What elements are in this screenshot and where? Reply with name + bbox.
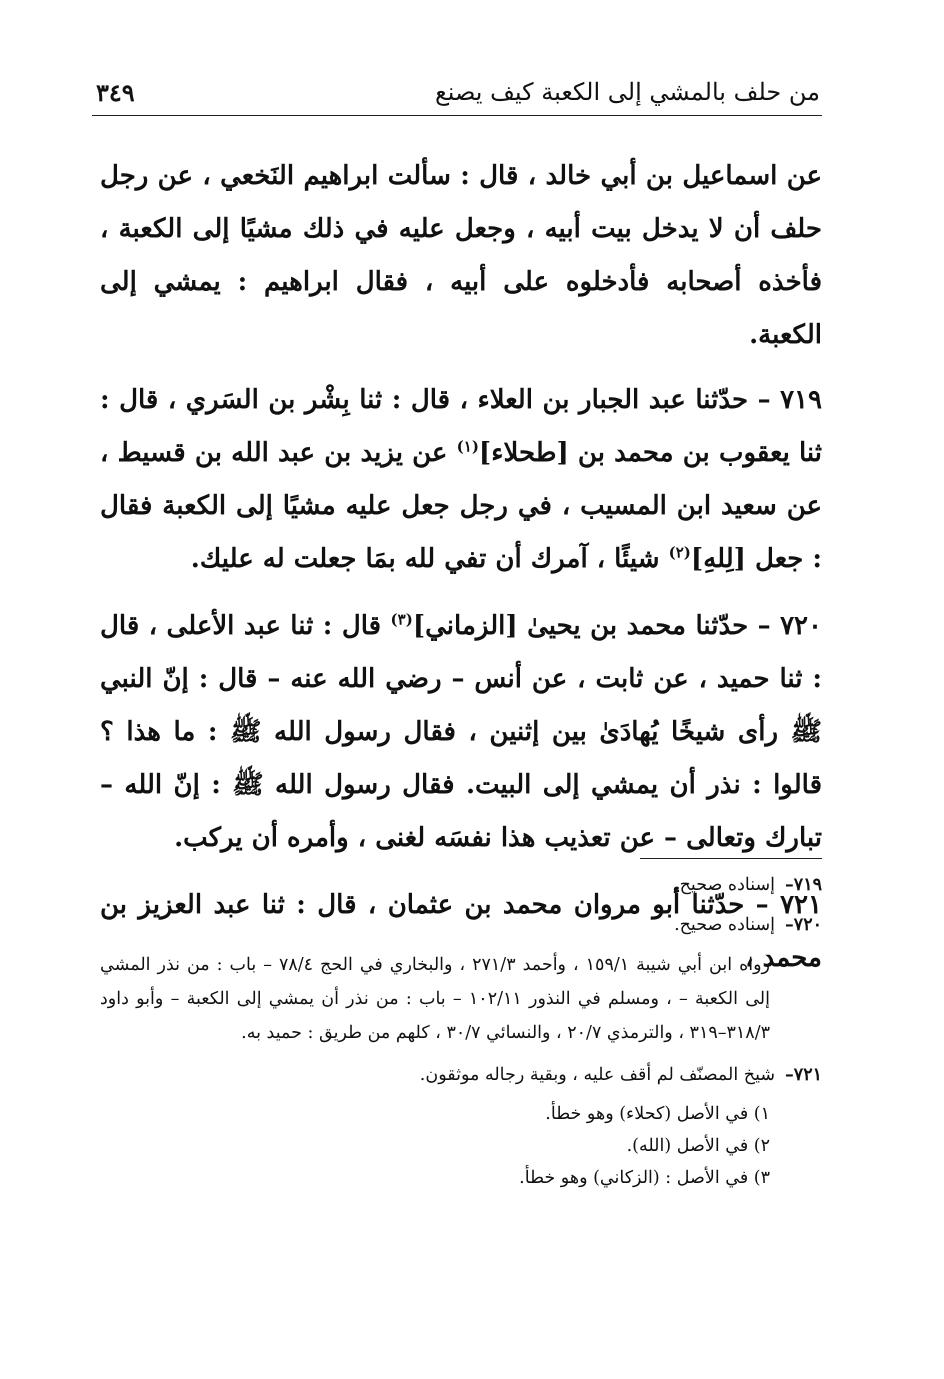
running-title: من حلف بالمشي إلى الكعبة كيف يصنع: [434, 78, 820, 106]
paragraph-720: [100, 600, 822, 865]
editorial-notes: [100, 1098, 822, 1194]
footnote-720-body: رواه ابن أبي شيبة ١٥٩/١ ، وأحمد ٢٧١/٣ ، والبخاري في الحج ٧٨/٤ – باب : من نذر المشي إلى الكعبة – ، ومسلم في النذور ١٠٢/١١ – باب : من نذر أن يمشي إلى الكعبة – وأبو داود ٣١٨/٣–٣١٩ ، والترمذي ٢٠/٧ ، والنسائي ٣٠/٧ ، كلهم من طريق : حميد به.: [100, 955, 770, 1043]
paragraph-intro: عن اسماعيل بن أبي خالد ، قال : سألت ابراهيم النَخعي ، عن رجل حلف أن لا يدخل بيت أبيه ، وجعل عليه في ذلك مشيًا إلى الكعبة ، فأخذه أصحابه فأدخلوه على أبيه ، فقال ابراهيم : يمشي إلى الكعبة.: [100, 161, 822, 350]
footnote-rule: [640, 858, 822, 859]
footnotes: [100, 868, 822, 1194]
paragraph-719: [100, 374, 822, 586]
footnote-ref-3: (٣): [390, 610, 413, 629]
editorial-note-1: ١) في الأصل (كحلاء) وهو خطأ.: [545, 1104, 770, 1124]
paragraph-719-part3: شيئًا ، آمرك أن تفي لله بمَا جعلت له عليك.: [190, 544, 669, 574]
footnote-721: [100, 1058, 822, 1092]
editorial-note-2: ٢) في الأصل (الله).: [626, 1136, 770, 1156]
paragraph-721: ٧٢١ – حدّثنا أبو مروان محمد بن عثمان ، قال : ثنا عبد العزيز بن محمد ،: [100, 890, 822, 973]
page-header: [92, 72, 822, 116]
footnote-text: إسناده صحيح.: [674, 875, 776, 895]
footnote-number: ٧٢٠–: [785, 915, 822, 935]
footnote-text: شيخ المصنّف لم أقف عليه ، وبقية رجاله موثقون.: [419, 1065, 776, 1085]
footnote-number: ٧١٩–: [785, 875, 822, 895]
editorial-note-3: ٣) في الأصل : (الزكاني) وهو خطأ.: [519, 1168, 770, 1188]
page-number: ٣٤٩: [96, 78, 135, 107]
paragraph-719-part1: ٧١٩ – حدّثنا عبد الجبار بن العلاء ، قال : ثنا بِشْر بن السَري ، قال : ثنا يعقوب بن محمد بن [طحلاء]: [100, 385, 823, 468]
header-rule: [92, 115, 822, 116]
paragraph-720-part1: ٧٢٠ – حدّثنا محمد بن يحيىٰ [الزماني]: [412, 611, 822, 641]
footnote-ref-2: (٢): [668, 543, 691, 562]
paragraph-720-part2: قال : ثنا عبد الأعلى ، قال : ثنا حميد ، عن ثابت ، عن أنس – رضي الله عنه – قال : إنّ النبي ﷺ رأى شيخًا يُهادَىٰ بين إثنين ، فقال رسول الله ﷺ : ما هذا ؟ قالوا : نذر أن يمشي إلى البيت. فقال رسول الله ﷺ : إنّ الله – تبارك وتعالى – عن تعذيب هذا نفسَه لغنى ، وأمره أن يركب.: [100, 611, 822, 853]
footnote-ref-1: (١): [456, 437, 479, 456]
paragraph-719-part2: عن يزيد بن عبد الله بن قسيط ، عن سعيد ابن المسيب ، في رجل جعل عليه مشيًا إلى الكعبة فقال : جعل [لِلهِ]: [100, 438, 822, 574]
footnote-text: إسناده صحيح.: [674, 915, 776, 935]
footnote-720: [100, 908, 822, 942]
footnote-number: ٧٢١–: [785, 1065, 822, 1085]
footnote-719: [100, 868, 822, 902]
